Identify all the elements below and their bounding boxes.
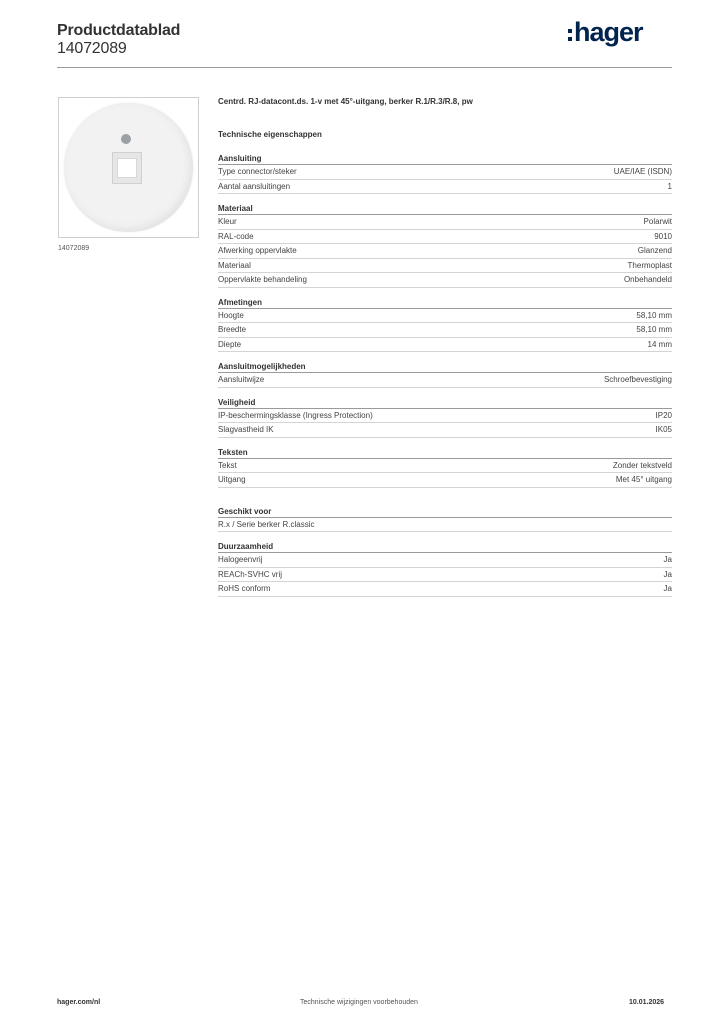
spec-value: 1	[667, 181, 672, 191]
section-title: Aansluiting	[218, 153, 672, 165]
spec-label: Halogeenvrij	[218, 555, 263, 564]
product-code: 14072089	[57, 40, 127, 57]
spec-row	[218, 373, 672, 388]
spec-value: Onbehandeld	[623, 275, 672, 284]
section-title: Teksten	[218, 447, 672, 459]
header-divider	[57, 67, 672, 68]
spec-row	[218, 459, 672, 474]
spec-label: Afwerking oppervlakte	[218, 246, 297, 255]
footer-disclaimer: Technische wijzigingen voorbehouden	[300, 999, 418, 1006]
spec-section	[218, 203, 672, 288]
spec-label: Tekst	[218, 460, 237, 470]
section-title: Duurzaamheid	[218, 541, 672, 553]
logo-dots-icon	[568, 29, 572, 41]
spec-value: Polarwit	[643, 217, 672, 226]
spec-label: IP-beschermingsklasse (Ingress Protection)	[218, 410, 373, 420]
spec-sections	[218, 153, 672, 597]
spec-value: Ja	[663, 569, 672, 579]
section-title: Geschikt voor	[218, 506, 672, 518]
spec-row	[218, 215, 672, 230]
spec-label: Aansluitwijze	[218, 375, 265, 384]
spec-value: Zonder tekstveld	[612, 460, 672, 470]
spec-value: Ja	[663, 584, 672, 593]
spec-label: Aantal aansluitingen	[218, 181, 291, 191]
spec-value: 58,10 mm	[636, 310, 672, 320]
section-title: Afmetingen	[218, 297, 672, 309]
spec-label: Type connector/steker	[218, 167, 297, 176]
spec-row	[218, 230, 672, 245]
spec-value: Schroefbevestiging	[603, 375, 672, 384]
spec-section	[218, 153, 672, 194]
spec-row	[218, 165, 672, 180]
spec-value: IK05	[655, 425, 672, 434]
spec-row	[218, 553, 672, 568]
spec-row	[218, 423, 672, 438]
spec-value: Met 45° uitgang	[615, 475, 672, 484]
section-title: Veiligheid	[218, 397, 672, 409]
spec-value: Ja	[663, 555, 672, 564]
spec-label: R.x / Serie berker R.classic	[218, 519, 315, 529]
spec-label: Kleur	[218, 217, 237, 226]
spec-section	[218, 361, 672, 388]
logo-text: hager	[574, 16, 643, 47]
spec-row	[218, 568, 672, 583]
spec-label: Uitgang	[218, 475, 246, 484]
hager-logo	[568, 16, 643, 48]
spec-row	[218, 309, 672, 324]
spec-label: Hoogte	[218, 310, 244, 320]
spec-row	[218, 180, 672, 195]
spec-row	[218, 323, 672, 338]
spec-label: REACh-SVHC vrij	[218, 569, 283, 579]
spec-value: Glanzend	[637, 246, 672, 255]
tech-properties-title: Technische eigenschappen	[218, 130, 322, 139]
footer-date: 10.01.2026	[629, 999, 665, 1006]
spec-section	[218, 397, 672, 438]
footer-website: hager.com/nl	[57, 999, 101, 1006]
spec-section	[218, 506, 672, 533]
spec-section	[218, 447, 672, 488]
spec-label: RAL-code	[218, 231, 254, 241]
image-caption: 14072089	[58, 245, 90, 252]
spec-row	[218, 273, 672, 288]
indicator-dot-icon	[121, 134, 131, 144]
spec-value: UAE/IAE (ISDN)	[613, 167, 672, 176]
section-title: Materiaal	[218, 203, 672, 215]
spec-label: Diepte	[218, 339, 242, 349]
spec-row	[218, 259, 672, 274]
spec-label: RoHS conform	[218, 584, 271, 593]
spec-value: 14 mm	[647, 339, 672, 349]
spec-row	[218, 518, 672, 533]
spec-label: Slagvastheid IK	[218, 425, 274, 434]
spec-label: Materiaal	[218, 260, 251, 270]
spec-label: Breedte	[218, 325, 247, 334]
spec-content	[218, 97, 672, 606]
spec-label: Oppervlakte behandeling	[218, 275, 307, 284]
spec-section	[218, 297, 672, 353]
spec-row	[218, 473, 672, 488]
product-image	[58, 97, 199, 238]
spec-value: Thermoplast	[627, 260, 672, 270]
spec-value: IP20	[655, 410, 672, 420]
spec-value: 58,10 mm	[636, 325, 672, 334]
spec-row	[218, 244, 672, 259]
spec-row	[218, 409, 672, 424]
product-title: Centrd. RJ-datacont.ds. 1-v met 45°-uitgang, berker R.1/R.3/R.8, pw	[218, 97, 473, 106]
spec-row	[218, 338, 672, 353]
socket-opening-icon	[117, 158, 137, 178]
spec-row	[218, 582, 672, 597]
document-title: Productdatablad	[57, 22, 181, 39]
spec-section	[218, 541, 672, 597]
spec-value: 9010	[654, 231, 672, 241]
section-title: Aansluitmogelijkheden	[218, 361, 672, 373]
